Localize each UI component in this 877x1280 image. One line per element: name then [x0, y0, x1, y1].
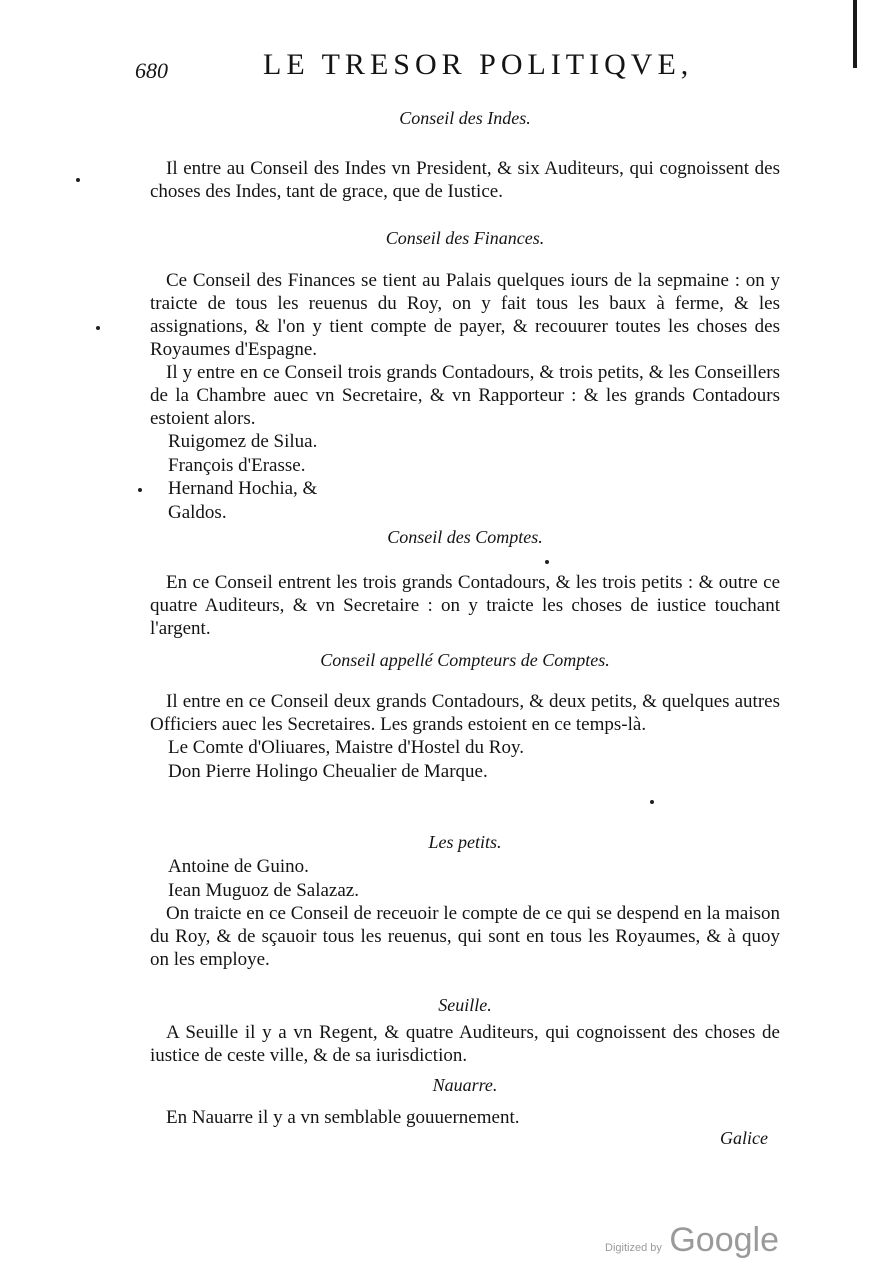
- section-body-seuille: [150, 1021, 780, 1067]
- section-heading-compteurs: Conseil appellé Compteurs de Comptes.: [320, 650, 610, 670]
- paragraph: Ce Conseil des Finances se tient au Palais quelques iours de la sepmaine : on y traicte de tous les reuenus du Roy, on y fait tous les baux à ferme, & les assignations, & l'on y tient compte de payer, & recouurer toutes les choses des Royaumes d'Espagne.: [150, 270, 780, 360]
- ink-speck: [96, 326, 100, 330]
- paragraph: En Nauarre il y a vn semblable gouuernement.: [166, 1107, 520, 1128]
- paragraph: On traicte en ce Conseil de receuoir le compte de ce qui se despend en la maison du Roy, & de sçauoir tous les reuenus, qui sont en tous les Royaumes, & à quoy on les employe.: [150, 903, 780, 970]
- paragraph: Il entre au Conseil des Indes vn President, & six Auditeurs, qui cognoissent des choses des Indes, tant de grace, que de Iustice.: [150, 158, 780, 202]
- section-heading-petits: Les petits.: [428, 832, 502, 852]
- name-entry: Hernand Hochia, &: [168, 478, 318, 499]
- section-body-finances: [150, 269, 780, 524]
- name-entry: Ruigomez de Silua.: [168, 431, 318, 452]
- section-heading-comptes: Conseil des Comptes.: [387, 527, 543, 547]
- name-entry: Don Pierre Holingo Cheualier de Marque.: [168, 760, 488, 782]
- google-watermark: [605, 1221, 779, 1260]
- page-edge-line: [853, 0, 857, 68]
- google-logo: Google: [669, 1221, 779, 1259]
- section-body-comptes: [150, 571, 780, 640]
- running-title: LE TRESOR POLITIQVE,: [263, 48, 694, 81]
- paragraph: Il y entre en ce Conseil trois grands Contadours, & trois petits, & les Conseillers de la Chambre auec vn Secretaire, & vn Rapporteur : & les grands Contadours estoient alors.: [150, 362, 780, 429]
- section-body-indes: [150, 157, 780, 203]
- paragraph: A Seuille il y a vn Regent, & quatre Auditeurs, qui cognoissent des choses de iustice de ceste ville, & de sa iurisdiction.: [150, 1022, 780, 1066]
- section-body-petits: [150, 855, 780, 971]
- name-entry: Antoine de Guino.: [168, 856, 309, 877]
- section-heading-finances: Conseil des Finances.: [385, 228, 545, 248]
- ink-speck: [138, 488, 142, 492]
- section-body-compteurs: [150, 690, 780, 783]
- name-entry: François d'Erasse.: [168, 454, 306, 476]
- catchword: Galice: [720, 1128, 768, 1148]
- section-heading-nauarre: Nauarre.: [432, 1075, 498, 1095]
- paragraph: En ce Conseil entrent les trois grands Contadours, & les trois petits : & outre ce quatre Auditeurs, & vn Secretaire : on y traicte les choses de iustice touchant l'argent.: [150, 572, 780, 639]
- ink-speck: [650, 800, 654, 804]
- ink-speck: [76, 178, 80, 182]
- section-heading-indes: Conseil des Indes.: [399, 108, 531, 128]
- page-header: [135, 48, 695, 88]
- paragraph: Il entre en ce Conseil deux grands Contadours, & deux petits, & quelques autres Officiers auec les Secretaires. Les grands estoient en ce temps-là.: [150, 691, 780, 735]
- page-number: 680: [135, 58, 168, 83]
- watermark-prefix: Digitized by: [605, 1242, 662, 1254]
- name-entry: Galdos.: [168, 501, 227, 523]
- ink-speck: [545, 560, 549, 564]
- name-entry: Le Comte d'Oliuares, Maistre d'Hostel du Roy.: [168, 737, 524, 758]
- section-heading-seuille: Seuille.: [438, 995, 492, 1015]
- name-entry: Iean Muguoz de Salazaz.: [168, 879, 359, 901]
- section-body-nauarre: [150, 1106, 780, 1129]
